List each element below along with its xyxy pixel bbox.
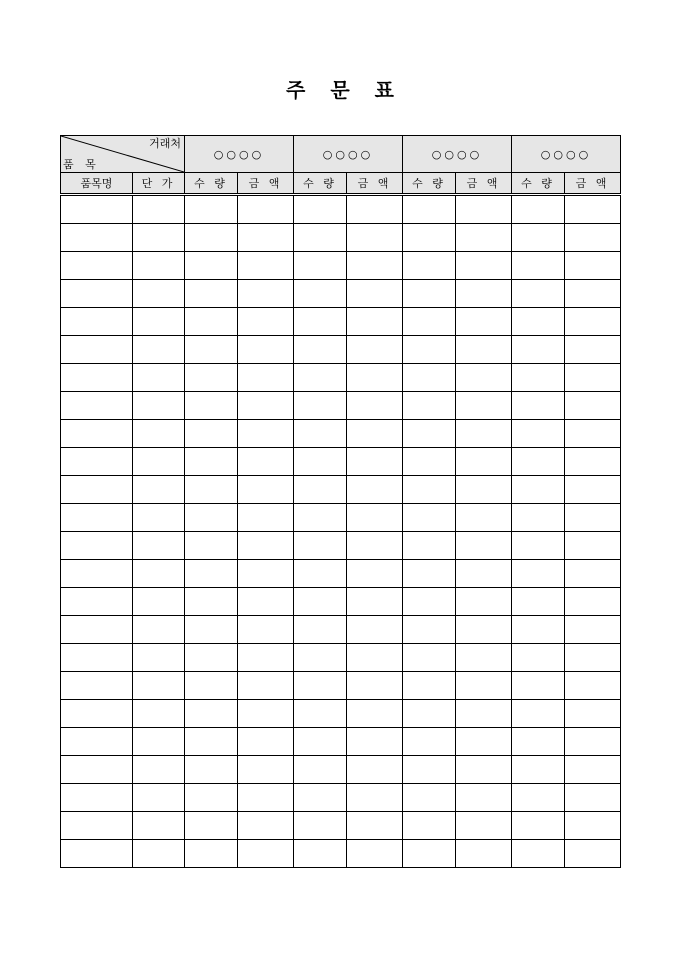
table-row <box>61 560 621 588</box>
table-cell <box>294 812 347 840</box>
table-cell <box>238 336 294 364</box>
table-cell <box>185 532 238 560</box>
table-cell <box>185 840 238 868</box>
table-cell <box>185 588 238 616</box>
table-cell <box>512 532 565 560</box>
table-cell <box>456 700 512 728</box>
table-cell <box>347 616 403 644</box>
table-cell <box>347 280 403 308</box>
table-cell <box>238 504 294 532</box>
table-cell <box>403 336 456 364</box>
table-cell <box>512 195 565 224</box>
table-cell <box>456 420 512 448</box>
table-cell <box>185 812 238 840</box>
table-cell <box>61 532 133 560</box>
table-row <box>61 784 621 812</box>
table-row <box>61 840 621 868</box>
table-row <box>61 588 621 616</box>
table-cell <box>565 728 621 756</box>
table-cell <box>294 252 347 280</box>
table-cell <box>238 392 294 420</box>
table-row <box>61 280 621 308</box>
table-cell <box>512 476 565 504</box>
table-cell <box>294 784 347 812</box>
table-cell <box>294 476 347 504</box>
table-cell <box>347 364 403 392</box>
table-cell <box>294 392 347 420</box>
header-row-columns <box>61 173 621 195</box>
table-cell <box>185 420 238 448</box>
table-cell <box>294 364 347 392</box>
vendor-header-3: ○○○○ <box>403 136 512 173</box>
table-cell <box>61 784 133 812</box>
table-cell <box>403 504 456 532</box>
table-cell <box>294 644 347 672</box>
table-row <box>61 728 621 756</box>
table-cell <box>456 252 512 280</box>
item-axis-label: 품 목 <box>63 158 96 171</box>
table-cell <box>456 224 512 252</box>
item-name-header: 품목명 <box>61 173 133 195</box>
table-cell <box>133 756 185 784</box>
table-cell <box>403 700 456 728</box>
table-cell <box>456 504 512 532</box>
unit-price-header: 단 가 <box>133 173 185 195</box>
vendor-header-4: ○○○○ <box>512 136 621 173</box>
table-cell <box>133 616 185 644</box>
table-cell <box>61 728 133 756</box>
table-cell <box>456 364 512 392</box>
table-cell <box>238 364 294 392</box>
table-cell <box>347 420 403 448</box>
table-cell <box>294 560 347 588</box>
table-cell <box>565 280 621 308</box>
table-cell <box>61 252 133 280</box>
table-cell <box>565 336 621 364</box>
table-cell <box>565 224 621 252</box>
table-cell <box>294 588 347 616</box>
table-cell <box>456 336 512 364</box>
table-cell <box>185 560 238 588</box>
table-cell <box>347 812 403 840</box>
table-cell <box>347 560 403 588</box>
table-cell <box>403 728 456 756</box>
vendor-axis-label: 거래처 <box>149 137 181 150</box>
quantity-header: 수 량 <box>403 173 456 195</box>
table-cell <box>61 420 133 448</box>
table-cell <box>238 532 294 560</box>
table-cell <box>456 672 512 700</box>
table-cell <box>403 364 456 392</box>
table-cell <box>185 280 238 308</box>
table-cell <box>347 784 403 812</box>
page-title: 주 문 표 <box>286 78 394 102</box>
table-row <box>61 252 621 280</box>
table-cell <box>185 700 238 728</box>
table-cell <box>238 672 294 700</box>
table-cell <box>185 392 238 420</box>
table-cell <box>61 700 133 728</box>
table-cell <box>403 532 456 560</box>
table-cell <box>512 224 565 252</box>
table-cell <box>403 840 456 868</box>
table-cell <box>347 588 403 616</box>
amount-header: 금 액 <box>456 173 512 195</box>
table-cell <box>133 840 185 868</box>
table-cell <box>512 280 565 308</box>
table-cell <box>347 336 403 364</box>
table-cell <box>185 308 238 336</box>
table-cell <box>133 420 185 448</box>
table-cell <box>565 476 621 504</box>
table-cell <box>61 336 133 364</box>
table-cell <box>403 308 456 336</box>
table-cell <box>512 728 565 756</box>
table-cell <box>61 504 133 532</box>
table-cell <box>61 476 133 504</box>
table-cell <box>456 308 512 336</box>
table-cell <box>512 812 565 840</box>
table-cell <box>238 195 294 224</box>
table-cell <box>133 224 185 252</box>
amount-header: 금 액 <box>565 173 621 195</box>
table-cell <box>512 252 565 280</box>
table-cell <box>61 195 133 224</box>
amount-header: 금 액 <box>238 173 294 195</box>
table-cell <box>61 812 133 840</box>
amount-header: 금 액 <box>347 173 403 195</box>
table-cell <box>512 784 565 812</box>
table-cell <box>61 672 133 700</box>
table-cell <box>61 392 133 420</box>
table-cell <box>456 616 512 644</box>
quantity-header: 수 량 <box>294 173 347 195</box>
table-row <box>61 644 621 672</box>
table-cell <box>294 308 347 336</box>
table-cell <box>238 448 294 476</box>
quantity-header: 수 량 <box>512 173 565 195</box>
table-cell <box>347 195 403 224</box>
table-cell <box>133 448 185 476</box>
table-cell <box>133 336 185 364</box>
table-row <box>61 756 621 784</box>
table-row <box>61 448 621 476</box>
vendor-header-1: ○○○○ <box>185 136 294 173</box>
table-row <box>61 672 621 700</box>
table-cell <box>456 840 512 868</box>
table-cell <box>294 504 347 532</box>
table-cell <box>347 672 403 700</box>
table-cell <box>403 476 456 504</box>
table-cell <box>133 280 185 308</box>
table-cell <box>238 700 294 728</box>
table-cell <box>403 280 456 308</box>
table-cell <box>294 728 347 756</box>
table-cell <box>133 392 185 420</box>
table-cell <box>347 308 403 336</box>
table-cell <box>294 532 347 560</box>
table-cell <box>403 588 456 616</box>
table-cell <box>185 476 238 504</box>
table-cell <box>238 756 294 784</box>
table-cell <box>565 420 621 448</box>
table-row <box>61 616 621 644</box>
table-cell <box>456 532 512 560</box>
table-cell <box>61 644 133 672</box>
table-cell <box>403 195 456 224</box>
table-cell <box>294 700 347 728</box>
table-row <box>61 224 621 252</box>
table-cell <box>238 728 294 756</box>
table-row <box>61 308 621 336</box>
table-cell <box>456 476 512 504</box>
table-cell <box>185 195 238 224</box>
table-cell <box>61 560 133 588</box>
table-cell <box>456 644 512 672</box>
table-cell <box>403 224 456 252</box>
table-row <box>61 476 621 504</box>
table-cell <box>456 812 512 840</box>
table-cell <box>456 448 512 476</box>
table-row <box>61 195 621 224</box>
table-cell <box>61 616 133 644</box>
table-cell <box>238 476 294 504</box>
table-cell <box>565 364 621 392</box>
table-cell <box>347 504 403 532</box>
table-cell <box>565 392 621 420</box>
table-cell <box>456 784 512 812</box>
table-cell <box>133 560 185 588</box>
table-row <box>61 420 621 448</box>
table-cell <box>456 560 512 588</box>
table-cell <box>347 476 403 504</box>
table-cell <box>403 560 456 588</box>
table-cell <box>512 336 565 364</box>
table-cell <box>347 252 403 280</box>
table-cell <box>185 364 238 392</box>
table-cell <box>565 448 621 476</box>
table-cell <box>238 588 294 616</box>
table-cell <box>238 280 294 308</box>
table-cell <box>238 308 294 336</box>
table-row <box>61 392 621 420</box>
table-cell <box>403 252 456 280</box>
table-cell <box>185 252 238 280</box>
table-cell <box>565 644 621 672</box>
table-cell <box>238 420 294 448</box>
table-cell <box>347 756 403 784</box>
table-cell <box>238 224 294 252</box>
table-cell <box>294 336 347 364</box>
table-cell <box>565 504 621 532</box>
table-cell <box>61 756 133 784</box>
table-row <box>61 700 621 728</box>
table-cell <box>294 840 347 868</box>
table-cell <box>565 252 621 280</box>
table-cell <box>294 195 347 224</box>
table-cell <box>185 644 238 672</box>
header-row-vendors <box>61 136 621 173</box>
table-cell <box>403 644 456 672</box>
table-cell <box>347 532 403 560</box>
table-cell <box>185 504 238 532</box>
table-cell <box>133 308 185 336</box>
table-cell <box>565 588 621 616</box>
table-cell <box>403 420 456 448</box>
table-cell <box>238 840 294 868</box>
quantity-header: 수 량 <box>185 173 238 195</box>
table-cell <box>403 672 456 700</box>
table-cell <box>512 616 565 644</box>
table-cell <box>565 756 621 784</box>
table-cell <box>403 616 456 644</box>
table-cell <box>565 560 621 588</box>
table-cell <box>133 195 185 224</box>
table-cell <box>347 644 403 672</box>
table-cell <box>133 504 185 532</box>
table-cell <box>61 280 133 308</box>
table-cell <box>565 672 621 700</box>
table-cell <box>133 644 185 672</box>
table-cell <box>133 700 185 728</box>
table-cell <box>456 195 512 224</box>
table-cell <box>185 672 238 700</box>
table-cell <box>133 364 185 392</box>
table-cell <box>294 420 347 448</box>
table-cell <box>185 336 238 364</box>
table-cell <box>512 700 565 728</box>
table-cell <box>61 840 133 868</box>
table-cell <box>565 700 621 728</box>
table-cell <box>565 840 621 868</box>
table-row <box>61 504 621 532</box>
table-cell <box>347 224 403 252</box>
table-cell <box>61 364 133 392</box>
table-cell <box>456 392 512 420</box>
table-cell <box>185 448 238 476</box>
table-cell <box>238 560 294 588</box>
table-cell <box>133 476 185 504</box>
table-row <box>61 364 621 392</box>
table-cell <box>61 224 133 252</box>
table-cell <box>185 756 238 784</box>
table-cell <box>403 448 456 476</box>
table-cell <box>512 756 565 784</box>
table-cell <box>456 280 512 308</box>
table-row <box>61 532 621 560</box>
table-cell <box>347 840 403 868</box>
table-cell <box>512 448 565 476</box>
table-cell <box>185 784 238 812</box>
table-cell <box>347 728 403 756</box>
table-cell <box>133 784 185 812</box>
table-cell <box>238 784 294 812</box>
vendor-header-2: ○○○○ <box>294 136 403 173</box>
table-cell <box>565 532 621 560</box>
table-cell <box>512 840 565 868</box>
table-cell <box>185 728 238 756</box>
table-cell <box>512 308 565 336</box>
table-cell <box>403 392 456 420</box>
table-cell <box>565 195 621 224</box>
table-cell <box>403 756 456 784</box>
table-cell <box>512 392 565 420</box>
table-cell <box>347 392 403 420</box>
table-cell <box>403 784 456 812</box>
table-cell <box>238 616 294 644</box>
table-cell <box>565 616 621 644</box>
table-cell <box>185 224 238 252</box>
table-cell <box>294 616 347 644</box>
table-cell <box>294 280 347 308</box>
table-cell <box>347 448 403 476</box>
table-cell <box>512 420 565 448</box>
table-cell <box>133 672 185 700</box>
corner-header-cell <box>61 136 185 173</box>
table-cell <box>294 224 347 252</box>
table-cell <box>456 728 512 756</box>
table-body <box>61 195 621 868</box>
table-cell <box>456 756 512 784</box>
table-cell <box>185 616 238 644</box>
table-cell <box>133 532 185 560</box>
table-cell <box>294 672 347 700</box>
table-cell <box>512 644 565 672</box>
table-cell <box>61 308 133 336</box>
table-cell <box>133 728 185 756</box>
table-cell <box>512 588 565 616</box>
table-row <box>61 812 621 840</box>
table-cell <box>565 812 621 840</box>
table-cell <box>512 504 565 532</box>
table-row <box>61 336 621 364</box>
table-cell <box>347 700 403 728</box>
table-cell <box>133 252 185 280</box>
table-cell <box>61 448 133 476</box>
table-cell <box>294 448 347 476</box>
table-cell <box>456 588 512 616</box>
order-table <box>60 135 621 868</box>
table-cell <box>565 784 621 812</box>
table-cell <box>512 560 565 588</box>
table-cell <box>512 364 565 392</box>
table-cell <box>565 308 621 336</box>
table-cell <box>403 812 456 840</box>
table-cell <box>61 588 133 616</box>
table-cell <box>238 644 294 672</box>
table-cell <box>133 812 185 840</box>
table-cell <box>133 588 185 616</box>
table-cell <box>294 756 347 784</box>
table-cell <box>238 252 294 280</box>
table-cell <box>512 672 565 700</box>
table-cell <box>238 812 294 840</box>
